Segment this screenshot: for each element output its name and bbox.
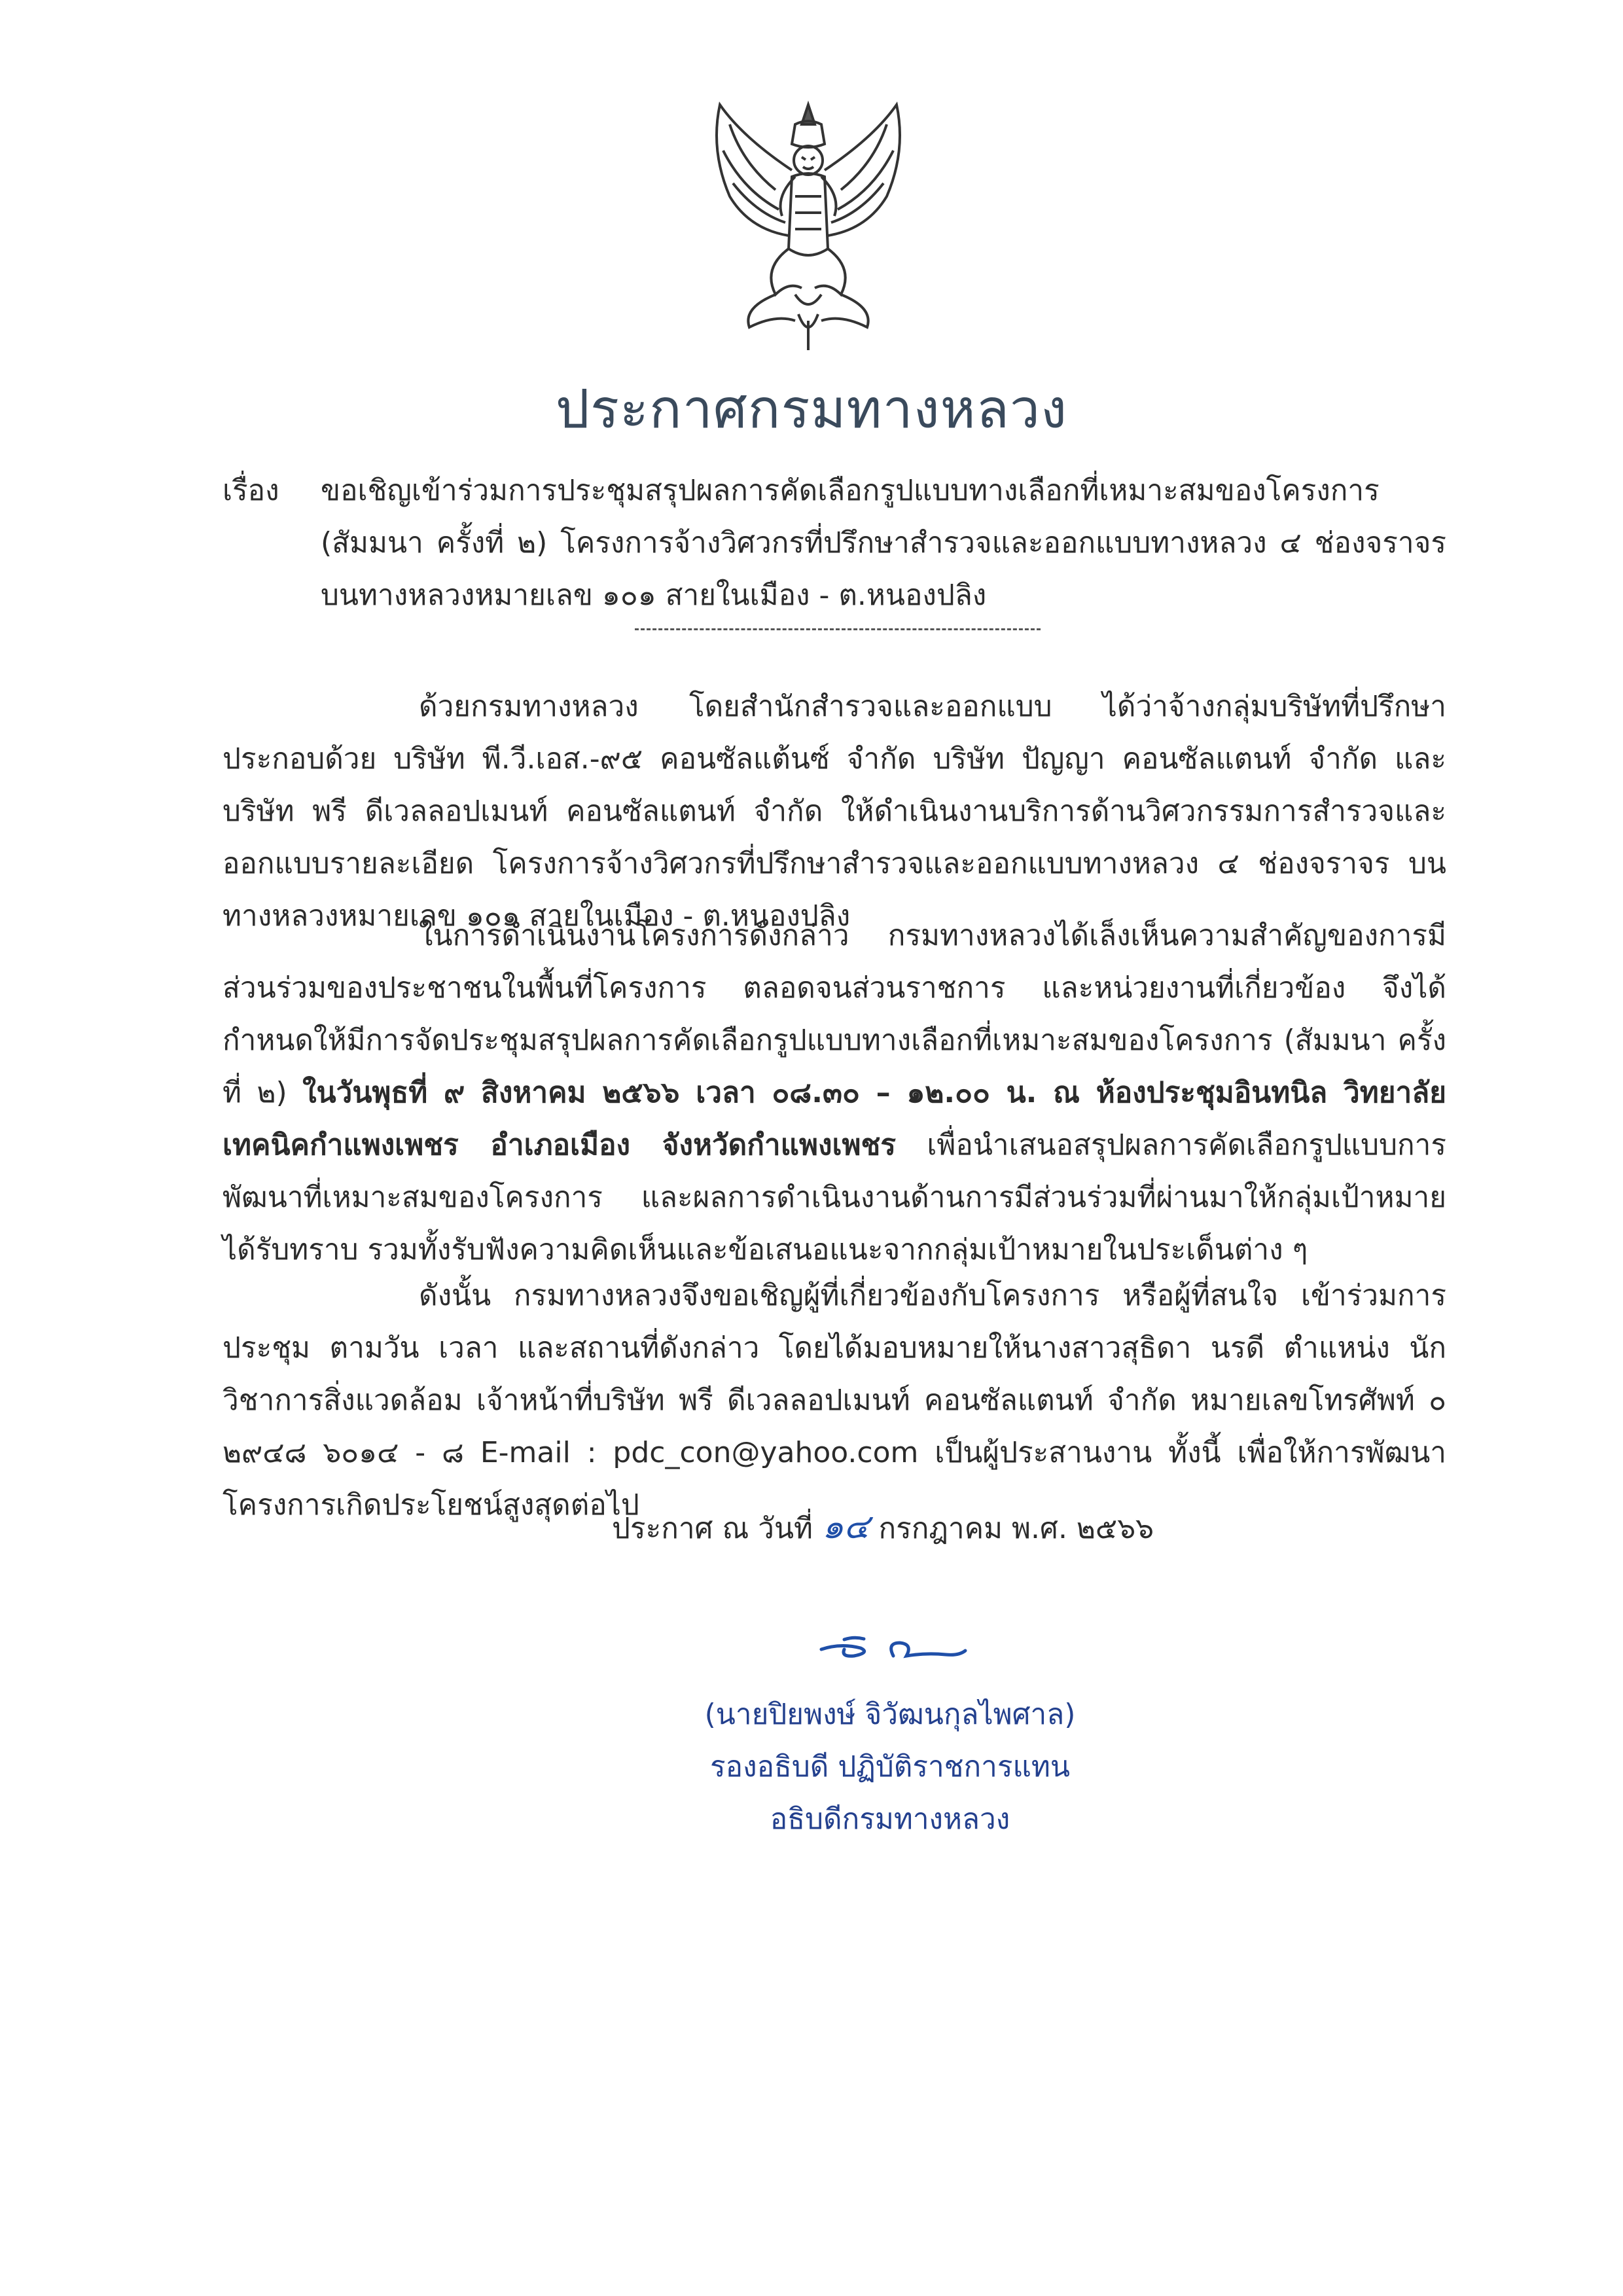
subject-text: ขอเชิญเข้าร่วมการประชุมสรุปผลการคัดเลือกรูปแบบทางเลือกที่เหมาะสมของโครงการ (สัมมนา ครั้งที่ ๒) โครงการจ้างวิศวกรที่ปรึกษาสำรวจและออกแบบทางหลวง ๔ ช่องจราจร บนทางหลวงหมายเลข ๑๐๑ สายในเมือง - ต.หนองปลิง [321, 474, 1446, 612]
body-paragraph-1: ด้วยกรมทางหลวง โดยสำนักสำรวจและออกแบบ ได้ว่าจ้างกลุ่มบริษัทที่ปรึกษา ประกอบด้วย บริษัท พี.วี.เอส.-๙๕ คอนซัลแต้นซ์ จำกัด บริษัท ปัญญา คอนซัลแตนท์ จำกัด และบริษัท พรี ดีเวลลอปเมนท์ คอนซัลแตนท์ จำกัด ให้ดำเนินงานบริการด้านวิศวกรรมการสำรวจและออกแบบรายละเอียด โครงการจ้างวิศวกรที่ปรึกษาสำรวจและออกแบบทางหลวง ๔ ช่องจราจร บนทางหลวงหมายเลข ๑๐๑ สายในเมือง - ต.หนองปลิง [223, 690, 1446, 933]
paragraph-2-intro: ในการดำเนินงานโครงการดังกล่าว กรมทางหลวงได้เล็งเห็นความสำคัญของการมีส่วนร่วมของประชาชนในพื้นที่โครงการ ตลอดจนส่วนราชการ และหน่วยงานที่เกี่ยวข้อง จึงได้กำหนดให้มีการจัดประชุมสรุปผลการคัดเลือกรูปแบบทางเลือกที่เหมาะสมของโครงการ (สัมมนา ครั้งที่ ๒) [223, 919, 1446, 1109]
body-paragraph-2 [223, 910, 1446, 1276]
body-paragraph-3: ดังนั้น กรมทางหลวงจึงขอเชิญผู้ที่เกี่ยวข้องกับโครงการ หรือผู้ที่สนใจ เข้าร่วมการประชุม ตามวัน เวลา และสถานที่ดังกล่าว โดยได้มอบหมายให้นางสาวสุธิดา นรดี ตำแหน่ง นักวิชาการสิ่งแวดล้อม เจ้าหน้าที่บริษัท พรี ดีเวลลอปเมนท์ คอนซัลแตนท์ จำกัด หมายเลขโทรศัพท์ ๐ ๒๙๔๘ ๖๐๑๔ - ๘ E-mail : pdc_con@yahoo.com เป็นผู้ประสานงาน ทั้งนี้ เพื่อให้การพัฒนาโครงการเกิดประโยชน์สูงสุดต่อไป [223, 1279, 1446, 1522]
garuda-emblem-icon [704, 98, 913, 353]
signatory-position-2: อธิบดีกรมทางหลวง [770, 1803, 1010, 1836]
subject-label: เรื่อง [223, 474, 279, 507]
dashed-divider [635, 628, 1041, 630]
signatory-position-1: รองอธิบดี ปฏิบัติราชการแทน [710, 1750, 1070, 1784]
signature-icon [815, 1617, 972, 1676]
subject-block [223, 465, 1446, 622]
paragraph-2-purpose: เพื่อนำเสนอสรุปผลการคัดเลือกรูปแบบการพัฒนาที่เหมาะสมของโครงการ และผลการดำเนินงานด้านการมีส่วนร่วมที่ผ่านมาให้กลุ่มเป้าหมายได้รับทราบ รวมทั้งรับฟังความคิดเห็นและข้อเสนอแนะจากกลุ่มเป้าหมายในประเด็นต่าง ๆ [223, 1128, 1446, 1266]
announcement-date [612, 1499, 1154, 1553]
date-day-handwritten: ๑๔ [822, 1507, 870, 1547]
date-month-year: กรกฎาคม พ.ศ. ๒๕๖๖ [878, 1512, 1154, 1545]
date-prefix: ประกาศ ณ วันที่ [612, 1512, 813, 1545]
signatory-block [668, 1689, 1113, 1846]
page-title: ประกาศกรมทางหลวง [555, 378, 1068, 440]
meeting-date-location: ในวันพุธที่ ๙ สิงหาคม ๒๕๖๖ เวลา ๐๘.๓๐ – ๑๒.๐๐ น. ณ ห้องประชุมอินทนิล วิทยาลัยเทคนิคกำแพงเพชร อำเภอเมือง จังหวัดกำแพงเพชร [223, 1076, 1446, 1162]
signatory-name: (นายปิยพงษ์ จิวัฒนกุลไพศาล) [704, 1698, 1076, 1731]
